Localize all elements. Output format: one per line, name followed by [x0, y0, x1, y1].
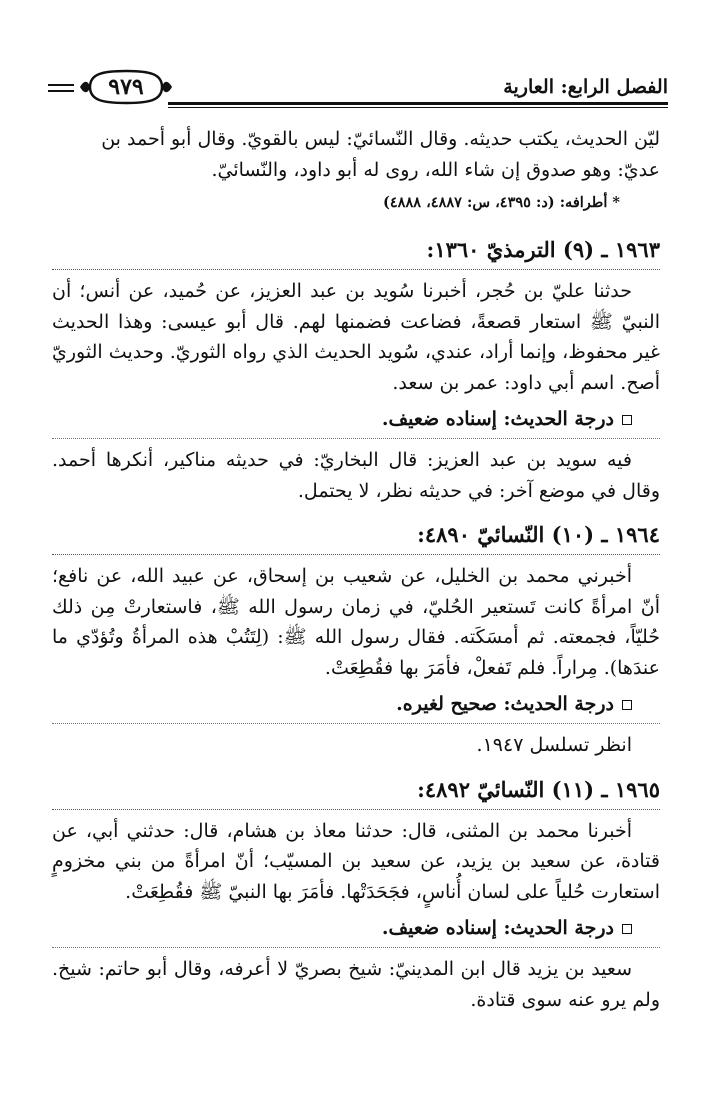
hadith-1963-note: فيه سويد بن عبد العزيز: قال البخاريّ: في حديثه مناكير، أنكرها أحمد. وقال في موضع آخر: في حديثه نظر، لا يحتمل.: [52, 449, 660, 502]
grade-text: درجة الحديث: إسناده ضعيف.: [381, 917, 614, 939]
intro-line-2: عديّ: وهو صدوق إن شاء الله، روى له أبو داود، والنّسائيّ.: [211, 158, 660, 181]
header-rule: [168, 102, 668, 105]
square-bullet-icon: [622, 924, 632, 934]
hadith-1963-grade: [52, 404, 660, 439]
hadith-1965-text: أخبرنا محمد بن المثنى، قال: حدثنا معاذ بن هشام، قال: حدثني أبي، عن قتادة، عن سعيد بن يزيد، عن سعيد بن المسيّب؛ أنّ امرأةً من بني مخزومٍ استعارت حُلياً على لسان أُناسٍ، فجَحَدَتْها. فأمَرَ بها النبيّ ﷺ فقُطِعَتْ.: [52, 819, 660, 903]
hadith-1965-grade: [52, 913, 660, 948]
intro-line-1: ليّن الحديث، يكتب حديثه. وقال النّسائيّ: ليس بالقويّ. وقال أبو أحمد بن: [101, 128, 660, 150]
grade-text: درجة الحديث: صحيح لغيره.: [396, 693, 614, 715]
hadith-1964-text: أخبرني محمد بن الخليل، عن شعيب بن إسحاق، عن عبيد الله، عن نافع؛ أنّ امرأةً كانت تَستعير الحُليّ، في زمان رسول الله ﷺ، فاستعارتْ مِن ذلك حُليّاً، فجمعته. ثم أمسَكَته. فقال رسول الله ﷺ: (لِتَتُبْ هذه المرأةُ وتُؤدّي ما عندَها). مِراراً. فلم تَفعلْ، فأمَرَ بها فقُطِعَتْ.: [52, 565, 660, 679]
hadith-1964-grade: [52, 689, 660, 724]
hadith-1965-note: سعيد بن يزيد قال ابن المدينيّ: شيخ بصريّ لا أعرفه، وقال أبو حاتم: شيخ. ولم يرو عنه سوى قتادة.: [52, 958, 660, 1011]
page-content: [52, 124, 660, 1021]
hadith-1963-text: حدثنا عليّ بن حُجر، أخبرنا سُويد بن عبد العزيز، عن حُميد، عن أنس؛ أن النبيّ ﷺ استعار قصعةً، فضاعت فضمنها لهم. قال أبو عيسى: وهذا الحديث غير محفوظ، وإنما أراد، عندي، سُويد الحديث الذي رواه الثوريّ. وحديث الثوريّ أصح. اسم أبي داود: عمر بن سعد.: [52, 280, 660, 394]
footnote-atraf: * أطرافه: (د: ٤٣٩٥، س: ٤٨٨٧، ٤٨٨٨): [383, 194, 620, 211]
page-number-badge: [78, 68, 174, 106]
page-header: [48, 62, 668, 112]
square-bullet-icon: [622, 700, 632, 710]
header-rule-thin: [168, 107, 668, 108]
header-ornament-lines: [48, 84, 74, 96]
hadith-1963-heading: ١٩٦٣ ـ (٩) الترمذيّ ١٣٦٠:: [52, 227, 660, 270]
chapter-title: الفصل الرابع: العارية: [503, 76, 668, 98]
hadith-1964-heading: ١٩٦٤ ـ (١٠) النّسائيّ ٤٨٩٠:: [52, 512, 660, 555]
page-number: ٩٧٩: [108, 74, 144, 100]
square-bullet-icon: [622, 415, 632, 425]
grade-text: درجة الحديث: إسناده ضعيف.: [381, 408, 614, 430]
hadith-1965-heading: ١٩٦٥ ـ (١١) النّسائيّ ٤٨٩٢:: [52, 767, 660, 810]
hadith-1964-note: انظر تسلسل ١٩٤٧.: [476, 734, 632, 756]
